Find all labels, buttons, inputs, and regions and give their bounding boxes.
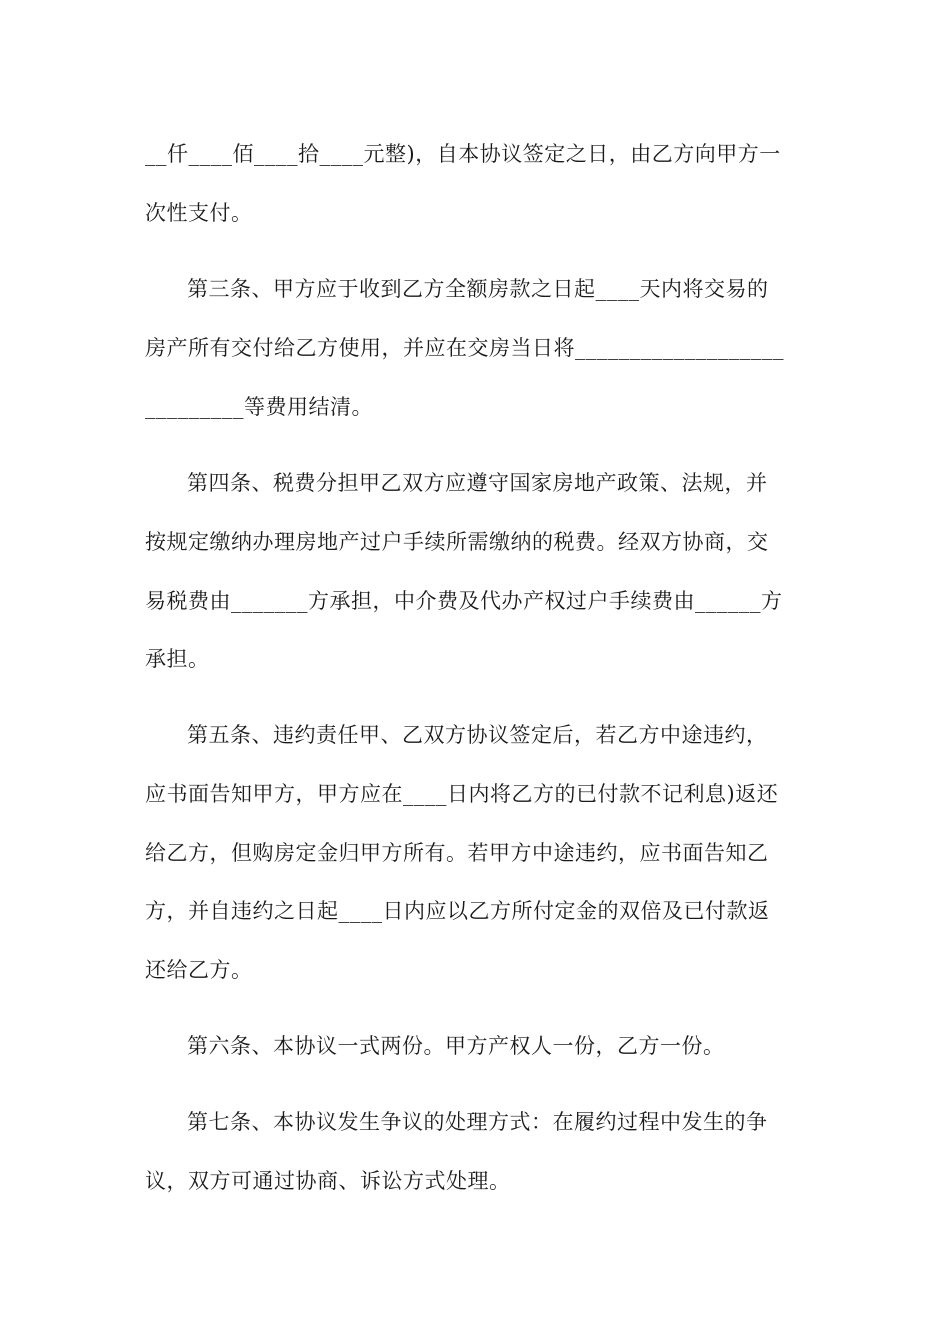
text-line: 应书面告知甲方，甲方应在____日内将乙方的已付款不记利息)返还 xyxy=(145,782,779,806)
text-line: 房产所有交付给乙方使用，并应在交房当日将___________________ xyxy=(145,336,784,360)
article-5-heading-line: 第五条、违约责任甲、乙双方协议签定后，若乙方中途违约， xyxy=(187,723,768,747)
text-line: 承担。 xyxy=(145,647,210,671)
article-4-heading-line: 第四条、税费分担甲乙双方应遵守国家房地产政策、法规，并 xyxy=(187,471,768,495)
article-6-line: 第六条、本协议一式两份。甲方产权人一份，乙方一份。 xyxy=(187,1034,725,1058)
text-line: _________等费用结清。 xyxy=(145,395,373,419)
text-line: 方，并自违约之日起____日内应以乙方所付定金的双倍及已付款返 xyxy=(145,899,770,923)
text-line: 给乙方，但购房定金归甲方所有。若甲方中途违约，应书面告知乙 xyxy=(145,841,769,865)
text-line: 按规定缴纳办理房地产过户手续所需缴纳的税费。经双方协商，交 xyxy=(145,530,769,554)
text-line: 议，双方可通过协商、诉讼方式处理。 xyxy=(145,1169,511,1193)
text-line: 易税费由_______方承担，中介费及代办产权过户手续费由______方 xyxy=(145,589,783,613)
text-line: 次性支付。 xyxy=(145,201,253,225)
article-7-heading-line: 第七条、本协议发生争议的处理方式：在履约过程中发生的争 xyxy=(187,1110,768,1134)
text-line: 还给乙方。 xyxy=(145,958,253,982)
article-3-heading-line: 第三条、甲方应于收到乙方全额房款之日起____天内将交易的 xyxy=(187,277,769,301)
text-line: __仟____佰____拾____元整)，自本协议签定之日，由乙方向甲方一 xyxy=(145,142,781,166)
